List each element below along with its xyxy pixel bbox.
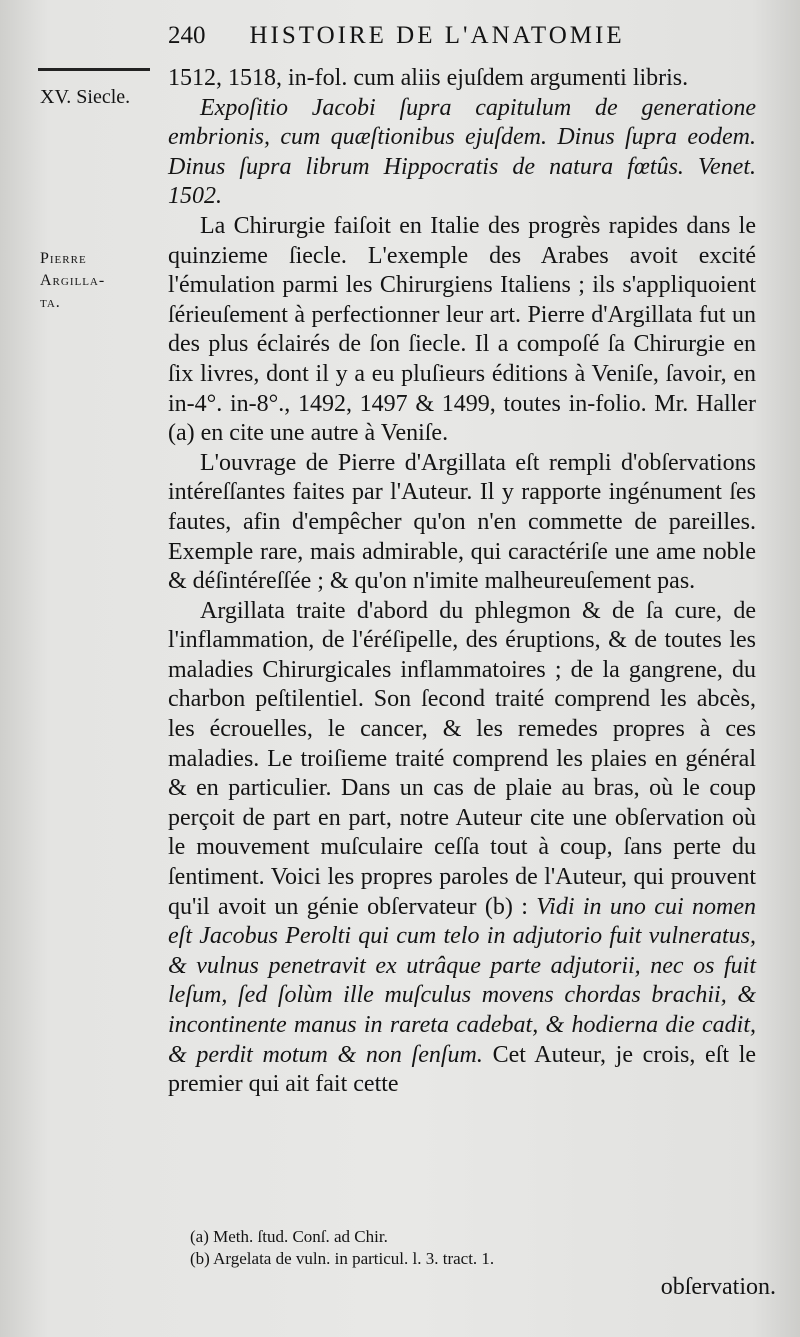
footnote-b: (b) Argelata de vuln. in particul. l. 3. tract. 1. [190, 1249, 495, 1268]
margin-rule [38, 68, 150, 71]
margin-note-person [40, 248, 105, 314]
paragraph [168, 597, 756, 1100]
latin-quotation: Vidi in uno cui nomen eſt Jacobus Perolti qui cum telo in adjutorio fuit vulneratus, & vulnus penetravit ex utrâque parte adjutorii, nec os fuit leſum, ſed ſolùm ille muſculus movens chordas brachii, & incontinente manus in rareta cadebat, & hodierna die cadit, & perdit motum & non ſenſum. [168, 893, 756, 1068]
catchword: obſervation. [660, 1274, 776, 1300]
running-head [168, 22, 768, 50]
page-number: 240 [168, 22, 206, 49]
page-title: HISTOIRE DE L'ANATOMIE [249, 22, 625, 49]
paragraph-italic-title: Expoſitio Jacobi ſupra capitulum de generatione embrionis, cum quæſtionibus ejuſdem. Dinus ſupra eodem. Dinus ſupra librum Hippocratis de natura fœtûs. Venet. 1502. [168, 94, 756, 210]
margin-person-line: Pierre [40, 250, 87, 267]
footnotes [190, 1226, 750, 1270]
paragraph-text: Argillata traite d'abord du phlegmon & de ſa cure, de l'inflammation, de l'éréſipelle, des éruptions, & de toutes les maladies Chirurgicales inflammatoires ; de la gangrene, du charbon peſtilentiel. Son ſecond traité comprend les abcès, les écrouelles, le cancer, & les remedes propres à ces maladies. Le troiſieme traité comprend les plaies en général & en particulier. Dans un cas de plaie au bras, où le coup perçoit de part en part, notre Auteur cite une obſervation où le mouvement muſculaire ceſſa tout à coup, ſans perte du ſentiment. Voici les propres paroles de l'Auteur, qui prouvent qu'il avoit un génie obſervateur (b) : [168, 597, 756, 920]
margin-person-line: ta. [40, 294, 61, 311]
margin-note-century: XV. Siecle. [40, 86, 131, 108]
margin-person-line: Argilla- [40, 272, 106, 289]
footnote-a: (a) Meth. ſtud. Conſ. ad Chir. [190, 1227, 388, 1246]
paragraph: 1512, 1518, in-fol. cum aliis ejuſdem argumenti libris. [168, 65, 689, 91]
main-text [168, 64, 756, 1100]
paragraph: L'ouvrage de Pierre d'Argillata eſt rempli d'obſervations intéreſſantes faites par l'Auteur. Il y rapporte ingénument ſes fautes, afin d'empêcher qu'on n'en commette de pareilles. Exemple rare, mais admirable, qui caractériſe une ame noble & déſintéreſſée ; & qu'on n'imite malheureuſement pas. [168, 449, 756, 595]
paragraph-continuation: Cet Auteur, je crois, eſt le premier qui ait fait cette [168, 1041, 757, 1098]
paragraph: La Chirurgie faiſoit en Italie des progrès rapides dans le quinzieme ſiecle. L'exemple des Arabes avoit excité l'émulation parmi les Chirurgiens Italiens ; ils s'appliquoient ſérieuſement à perfectionner leur art. Pierre d'Argillata fut un des plus éclairés de ſon ſiecle. Il a compoſé ſa Chirurgie en ſix livres, dont il y a eu pluſieurs éditions à Veniſe, ſavoir, en in-4°. in-8°., 1492, 1497 & 1499, toutes in-folio. Mr. Haller (a) en cite une autre à Veniſe. [168, 212, 756, 447]
